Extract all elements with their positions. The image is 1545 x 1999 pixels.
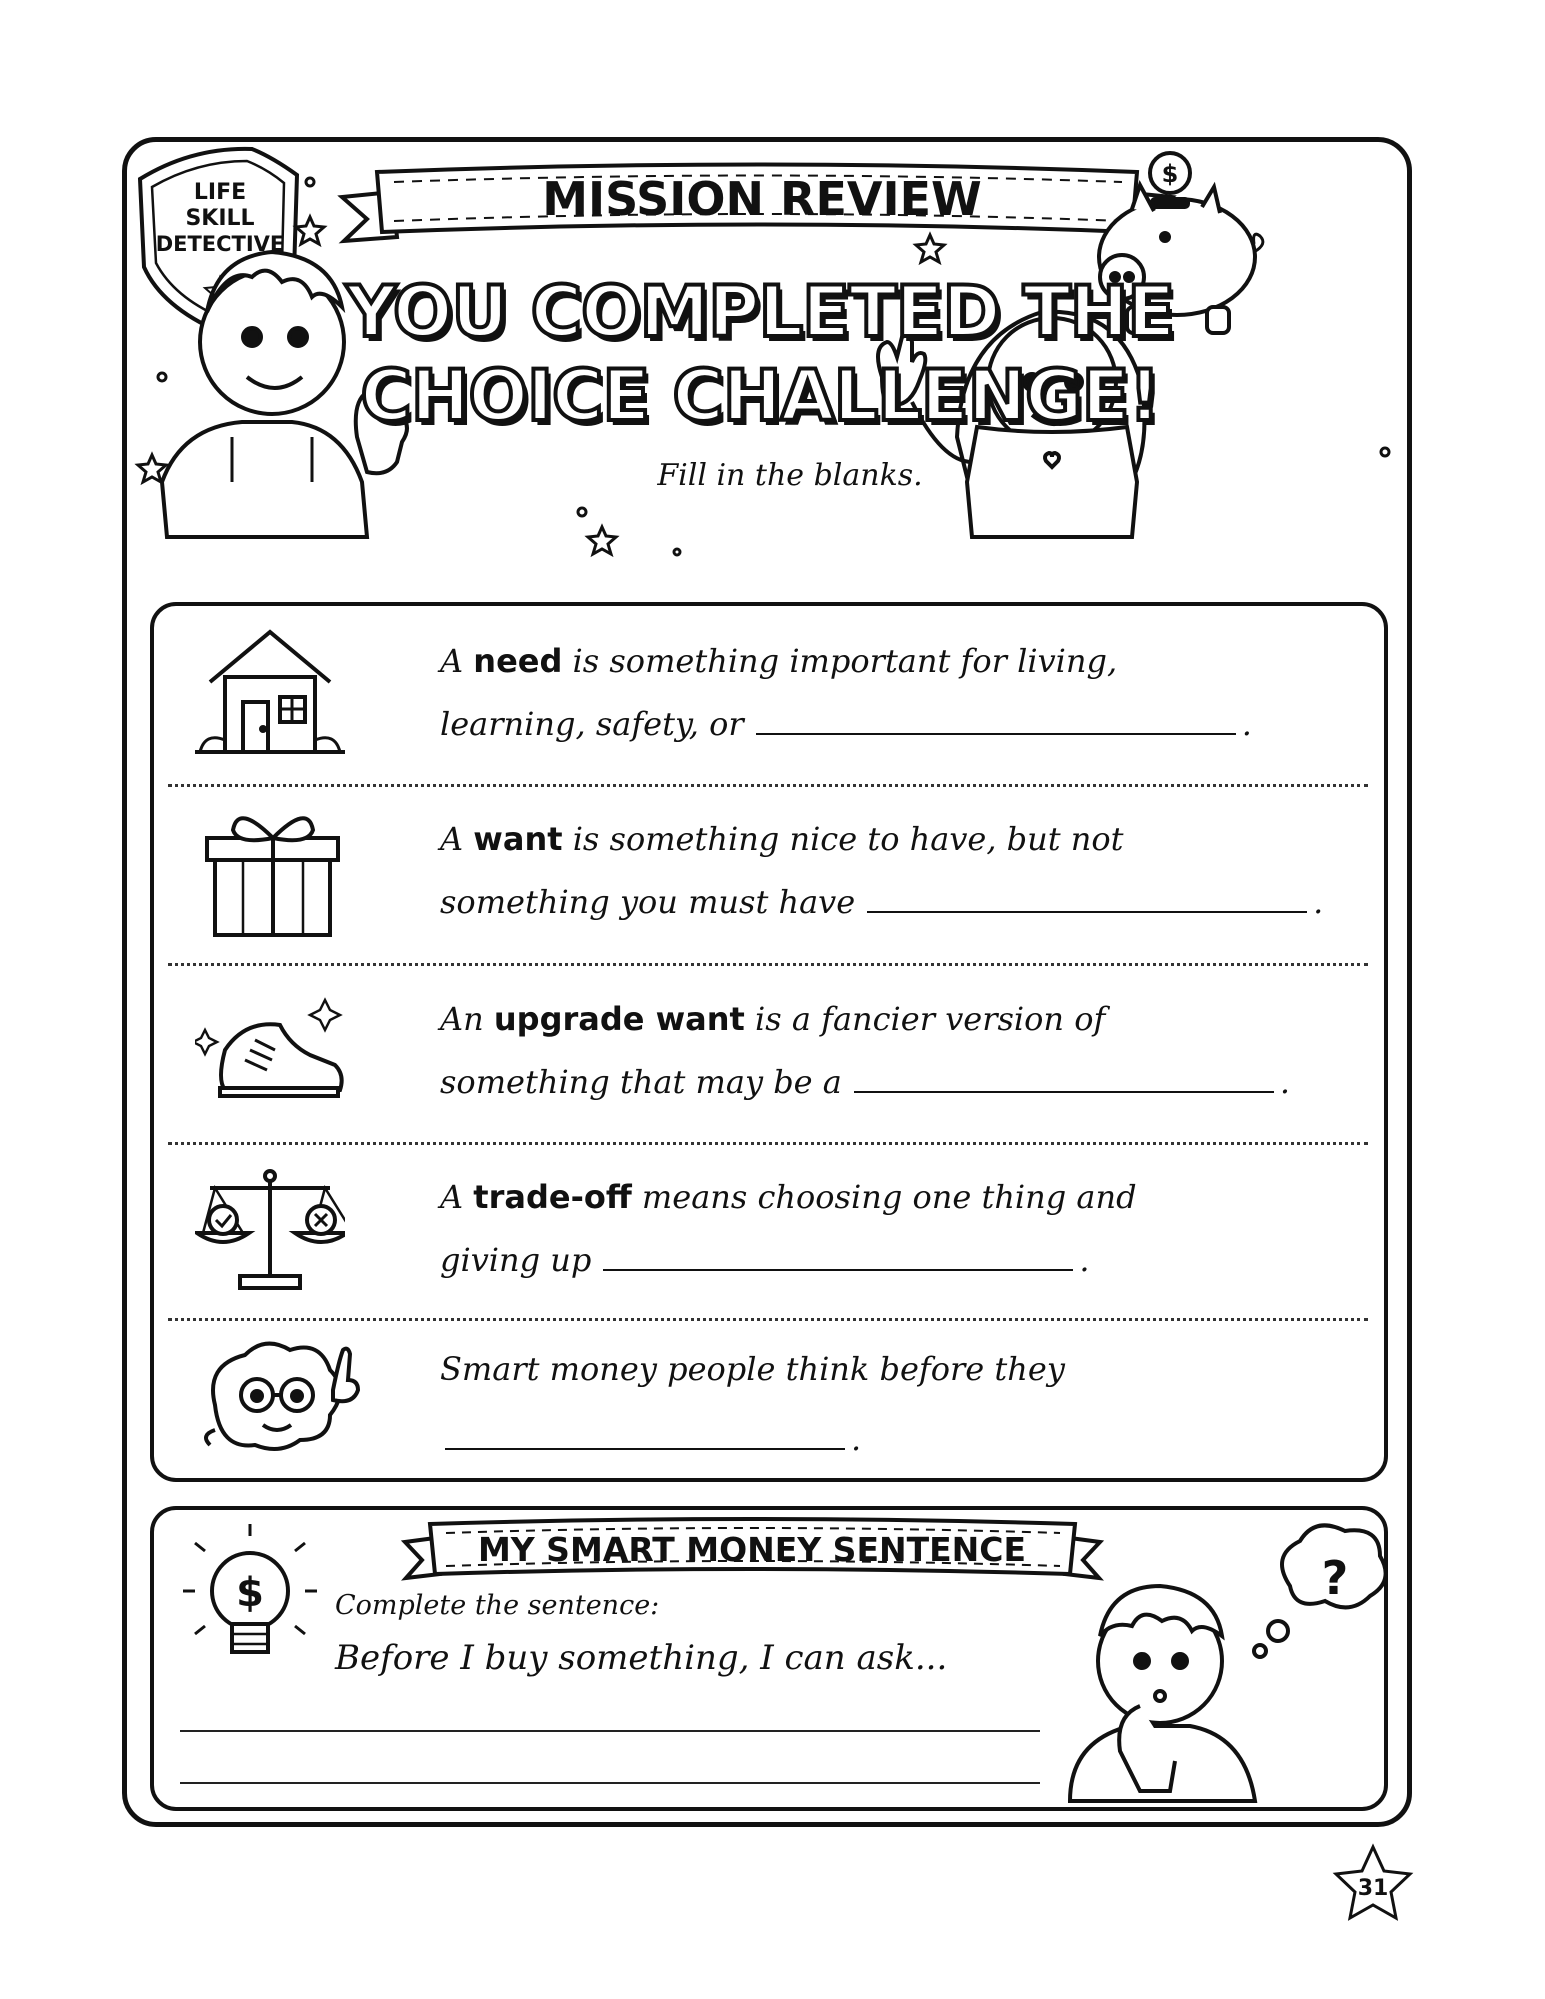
svg-text:?: ? [1321,1551,1349,1605]
svg-text:LIFE: LIFE [193,180,247,205]
dotted-divider [168,963,1368,966]
page-title: YOU COMPLETED THE CHOICE CHALLENGE! [345,271,1175,437]
keyword-want: want [473,820,563,858]
keyword-upgrade-want: upgrade want [493,1000,745,1038]
keyword-need: need [473,642,563,680]
gift-icon [195,800,345,940]
answer-blank[interactable] [854,1063,1274,1093]
svg-text:MISSION REVIEW: MISSION REVIEW [542,172,982,226]
mission-review-banner [342,165,1172,242]
list-item: An upgrade want is a fancier version of something that may be a . [150,970,1388,1140]
dotted-divider [168,784,1368,787]
brain-icon [195,1330,365,1470]
dotted-divider [168,1318,1368,1321]
svg-text:MY SMART MONEY SENTENCE: MY SMART MONEY SENTENCE [477,1530,1027,1569]
answer-blank[interactable] [867,883,1307,913]
writing-line[interactable] [180,1782,1040,1784]
keyword-trade-off: trade-off [473,1178,632,1216]
answer-blank[interactable] [603,1241,1073,1271]
sentence-label: Complete the sentence: [335,1590,660,1621]
list-item: A trade-off means choosing one thing and giving up . [150,1148,1388,1318]
balance-scale-icon [195,1158,345,1298]
smart-money-banner [405,1519,1100,1578]
answer-blank[interactable] [445,1420,845,1450]
svg-text:$: $ [236,1570,264,1616]
list-item: A want is something nice to have, but not something you must have . [150,790,1388,960]
thinking-boy-illustration [1070,1525,1386,1801]
list-item: Smart money people think before they . [150,1325,1388,1480]
svg-text:$: $ [1161,160,1179,188]
instructions-text: Fill in the blanks. [657,458,923,493]
sentence-prompt: Before I buy something, I can ask... [335,1638,948,1678]
page-number: 31 [1357,1876,1389,1901]
lightbulb-icon [183,1524,317,1652]
answer-blank[interactable] [756,705,1236,735]
sneaker-icon [195,990,345,1130]
svg-text:DETECTIVE: DETECTIVE [155,232,285,256]
list-item: A need is something important for living, learning, safety, or . [150,612,1388,777]
page-number-star [1330,1843,1416,1925]
house-icon [195,622,345,762]
writing-line[interactable] [180,1730,1040,1732]
dotted-divider [168,1142,1368,1145]
svg-text:SKILL: SKILL [185,206,255,231]
